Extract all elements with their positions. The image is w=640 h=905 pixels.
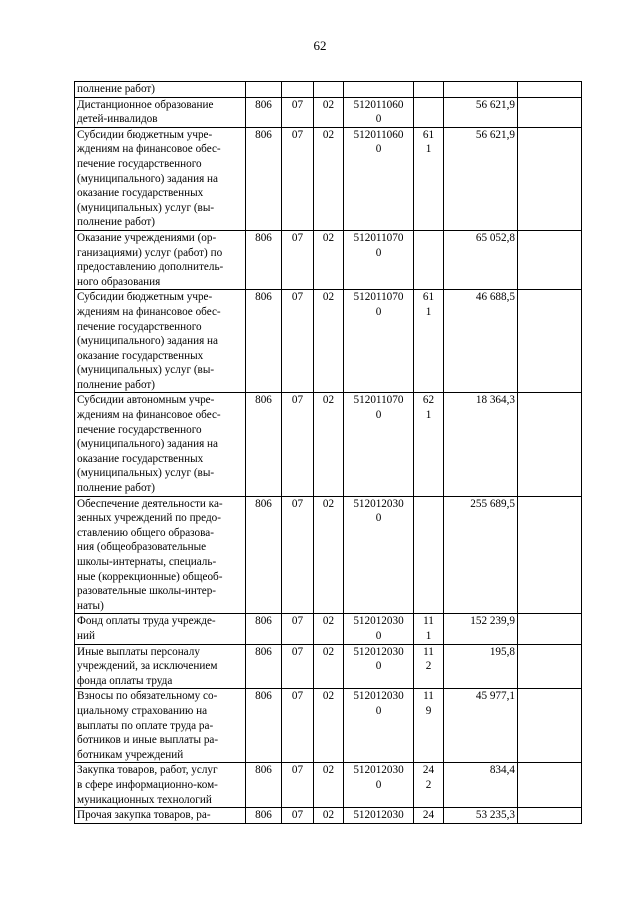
row-amount [444, 82, 518, 98]
row-extra [518, 808, 582, 824]
table-row [75, 644, 582, 689]
row-expense-type: 11 1 [414, 614, 444, 644]
row-extra [518, 496, 582, 614]
row-section: 07 [282, 393, 314, 496]
row-amount: 56 621,9 [444, 127, 518, 230]
row-subsection: 02 [314, 808, 344, 824]
row-section: 07 [282, 230, 314, 289]
row-target-article: 512011060 0 [344, 127, 414, 230]
row-expense-type [414, 82, 444, 98]
row-subsection: 02 [314, 97, 344, 127]
row-admin-code: 806 [246, 290, 282, 393]
row-name: Субсидии автономным учре- ждениям на финансовое обес- печение государственного (муниципального) задания на оказание государственных (муниципальных) услуг (вы- полнение работ) [75, 393, 246, 496]
row-admin-code: 806 [246, 496, 282, 614]
row-section: 07 [282, 496, 314, 614]
row-section: 07 [282, 763, 314, 808]
row-admin-code: 806 [246, 689, 282, 763]
row-amount: 65 052,8 [444, 230, 518, 289]
row-admin-code: 806 [246, 127, 282, 230]
row-subsection: 02 [314, 644, 344, 689]
row-extra [518, 689, 582, 763]
row-expense-type: 61 1 [414, 127, 444, 230]
row-name: Закупка товаров, работ, услуг в сфере информационно-ком- муникационных технологий [75, 763, 246, 808]
row-amount: 834,4 [444, 763, 518, 808]
row-target-article [344, 82, 414, 98]
table-row [75, 82, 582, 98]
table-row [75, 763, 582, 808]
row-admin-code: 806 [246, 230, 282, 289]
row-subsection: 02 [314, 290, 344, 393]
row-extra [518, 763, 582, 808]
row-admin-code: 806 [246, 763, 282, 808]
row-amount: 45 977,1 [444, 689, 518, 763]
row-section: 07 [282, 614, 314, 644]
row-section [282, 82, 314, 98]
row-target-article: 512011070 0 [344, 230, 414, 289]
row-target-article: 512012030 0 [344, 496, 414, 614]
row-expense-type: 62 1 [414, 393, 444, 496]
row-name: Оказание учреждениями (ор- ганизациями) услуг (работ) по предоставлению дополнитель- ного образования [75, 230, 246, 289]
row-amount: 56 621,9 [444, 97, 518, 127]
page-number: 62 [313, 38, 327, 53]
row-target-article: 512012030 0 [344, 689, 414, 763]
row-expense-type: 11 9 [414, 689, 444, 763]
row-expense-type: 11 2 [414, 644, 444, 689]
row-name: полнение работ) [75, 82, 246, 98]
row-expense-type: 61 1 [414, 290, 444, 393]
row-extra [518, 97, 582, 127]
row-expense-type [414, 496, 444, 614]
row-target-article: 512011070 0 [344, 290, 414, 393]
row-target-article: 512011060 0 [344, 97, 414, 127]
row-subsection: 02 [314, 393, 344, 496]
row-name: Прочая закупка товаров, ра- [75, 808, 246, 824]
row-section: 07 [282, 97, 314, 127]
table-row [75, 808, 582, 824]
row-name: Субсидии бюджетным учре- ждениям на финансовое обес- печение государственного (муниципального) задания на оказание государственных (муниципальных) услуг (вы- полнение работ) [75, 290, 246, 393]
row-amount: 18 364,3 [444, 393, 518, 496]
row-amount: 46 688,5 [444, 290, 518, 393]
row-extra [518, 644, 582, 689]
row-section: 07 [282, 689, 314, 763]
row-subsection: 02 [314, 689, 344, 763]
row-extra [518, 614, 582, 644]
table-row [75, 614, 582, 644]
row-extra [518, 127, 582, 230]
row-expense-type [414, 230, 444, 289]
row-target-article: 512011070 0 [344, 393, 414, 496]
row-section: 07 [282, 127, 314, 230]
row-name: Дистанционное образование детей-инвалидов [75, 97, 246, 127]
row-admin-code: 806 [246, 644, 282, 689]
table-row [75, 230, 582, 289]
table-row [75, 290, 582, 393]
row-amount: 53 235,3 [444, 808, 518, 824]
row-admin-code: 806 [246, 393, 282, 496]
row-admin-code: 806 [246, 614, 282, 644]
row-expense-type: 24 2 [414, 763, 444, 808]
row-subsection: 02 [314, 763, 344, 808]
row-name: Иные выплаты персоналу учреждений, за исключением фонда оплаты труда [75, 644, 246, 689]
table-row [75, 97, 582, 127]
table-row [75, 689, 582, 763]
row-target-article: 512012030 0 [344, 614, 414, 644]
row-admin-code: 806 [246, 97, 282, 127]
row-extra [518, 393, 582, 496]
row-section: 07 [282, 644, 314, 689]
row-target-article: 512012030 0 [344, 763, 414, 808]
row-subsection [314, 82, 344, 98]
budget-table [74, 81, 582, 824]
row-name: Взносы по обязательному со- циальному страхованию на выплаты по оплате труда ра- ботников и иные выплаты ра- ботникам учреждений [75, 689, 246, 763]
row-target-article: 512012030 [344, 808, 414, 824]
row-extra [518, 230, 582, 289]
row-name: Фонд оплаты труда учрежде- ний [75, 614, 246, 644]
table-row [75, 496, 582, 614]
row-target-article: 512012030 0 [344, 644, 414, 689]
row-expense-type [414, 97, 444, 127]
row-expense-type: 24 [414, 808, 444, 824]
row-name: Субсидии бюджетным учре- ждениям на финансовое обес- печение государственного (муниципального) задания на оказание государственных (муниципальных) услуг (вы- полнение работ) [75, 127, 246, 230]
table-row [75, 127, 582, 230]
row-amount: 255 689,5 [444, 496, 518, 614]
row-subsection: 02 [314, 496, 344, 614]
row-amount: 152 239,9 [444, 614, 518, 644]
row-subsection: 02 [314, 614, 344, 644]
row-amount: 195,8 [444, 644, 518, 689]
row-subsection: 02 [314, 127, 344, 230]
row-section: 07 [282, 808, 314, 824]
row-extra [518, 290, 582, 393]
row-subsection: 02 [314, 230, 344, 289]
table-row [75, 393, 582, 496]
row-name: Обеспечение деятельности ка- зенных учреждений по предо- ставлению общего образова- ния (общеобразовательные школы-интернаты, специаль- ные (коррекционные) общеоб- разовательные школы-интер- наты) [75, 496, 246, 614]
row-admin-code: 806 [246, 808, 282, 824]
row-extra [518, 82, 582, 98]
row-section: 07 [282, 290, 314, 393]
row-admin-code [246, 82, 282, 98]
